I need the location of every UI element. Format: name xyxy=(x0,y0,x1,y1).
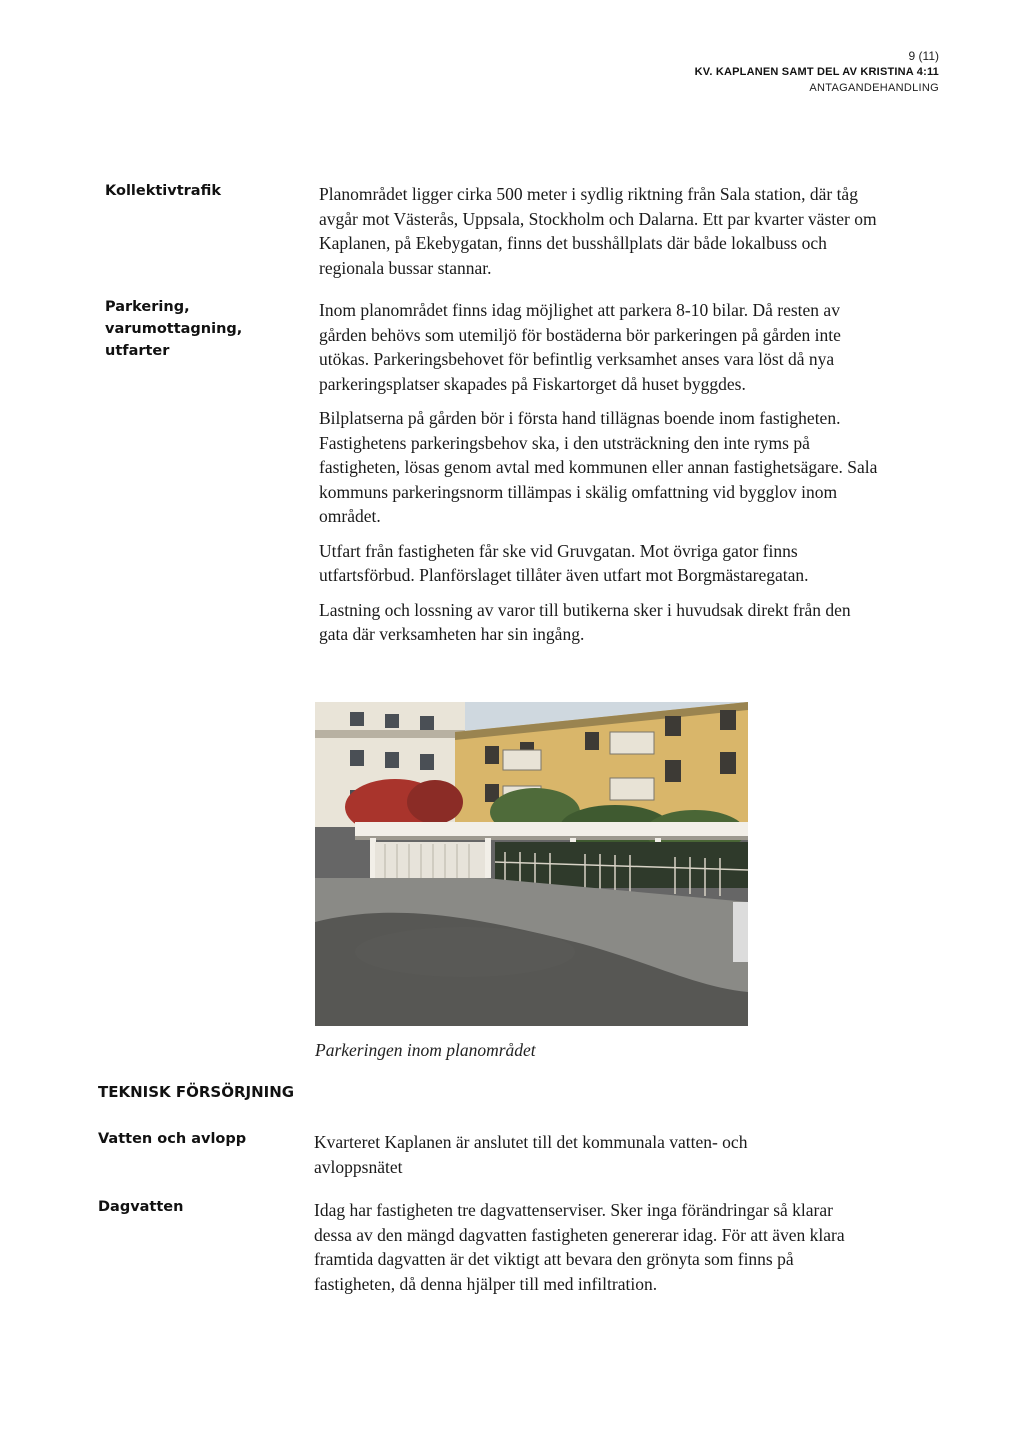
heading-line: utfarter xyxy=(105,343,170,359)
heading-teknisk-forsorjning: TEKNISK FÖRSÖRJNING xyxy=(98,1083,295,1101)
text-vatten-och-avlopp xyxy=(314,1130,874,1179)
paragraph: Idag har fastigheten tre dagvattenserviser. Sker inga förändringar så klarar dessa av den mängd dagvatten fastigheten genererar idag. För att även klara framtida dagvatten är det viktigt att bevara den grönyta som finns på fastigheten, då denna hjälper till med infiltration. xyxy=(314,1200,845,1294)
document-subtitle: ANTAGANDEHANDLING xyxy=(809,82,939,94)
paragraph: Planområdet ligger cirka 500 meter i sydlig riktning från Sala station, där tåg avgår mot Västerås, Uppsala, Stockholm och Dalarna. Ett par kvarter väster om Kaplanen, på Ekebygatan, finns det busshållplats där både lokalbuss och regionala bussar stannar. xyxy=(319,184,877,278)
page-header xyxy=(695,48,939,96)
document-title: KV. KAPLANEN SAMT DEL AV KRISTINA 4:11 xyxy=(694,66,939,78)
photo-caption: Parkeringen inom planområdet xyxy=(315,1040,536,1060)
heading-parkering xyxy=(105,296,280,362)
paragraph: Lastning och lossning av varor till butikerna sker i huvudsak direkt från den gata där verksamheten har sin ingång. xyxy=(319,599,851,644)
text-kollektivtrafik xyxy=(319,182,879,280)
heading-vatten-och-avlopp: Vatten och avlopp xyxy=(98,1131,247,1147)
paragraph: Bilplatserna på gården bör i första hand tillägnas boende inom fastigheten. Fastighetens parkeringsbehov ska, i den utsträckning den inte ryms på fastigheten, lösas genom avtal med kommunen eller annan fastighetsägare. Sala kommuns parkeringsnorm tillämpas i skälig omfattning vid bygglov inom området. xyxy=(319,408,878,526)
text-parkering xyxy=(319,298,879,647)
paragraph: Inom planområdet finns idag möjlighet att parkera 8-10 bilar. Då resten av gården behövs som utemiljö för bostäderna bör parkeringen på gården inte utökas. Parkeringsbehovet för befintlig verksamhet anses vara löst då nya parkeringsplatser skapades på Fiskartorget då huset byggdes. xyxy=(319,300,841,394)
page-number: 9 (11) xyxy=(908,49,939,63)
heading-dagvatten: Dagvatten xyxy=(98,1199,184,1215)
heading-kollektivtrafik: Kollektivtrafik xyxy=(105,183,221,199)
text-dagvatten xyxy=(314,1198,874,1296)
paragraph: Kvarteret Kaplanen är anslutet till det kommunala vatten- och avloppsnätet xyxy=(314,1132,748,1177)
heading-line: varumottagning, xyxy=(105,321,243,337)
heading-line: Parkering, xyxy=(105,299,190,315)
courtyard-photo xyxy=(315,702,748,1026)
paragraph: Utfart från fastigheten får ske vid Gruvgatan. Mot övriga gator finns utfartsförbud. Planförslaget tillåter även utfart mot Borgmästaregatan. xyxy=(319,540,809,585)
